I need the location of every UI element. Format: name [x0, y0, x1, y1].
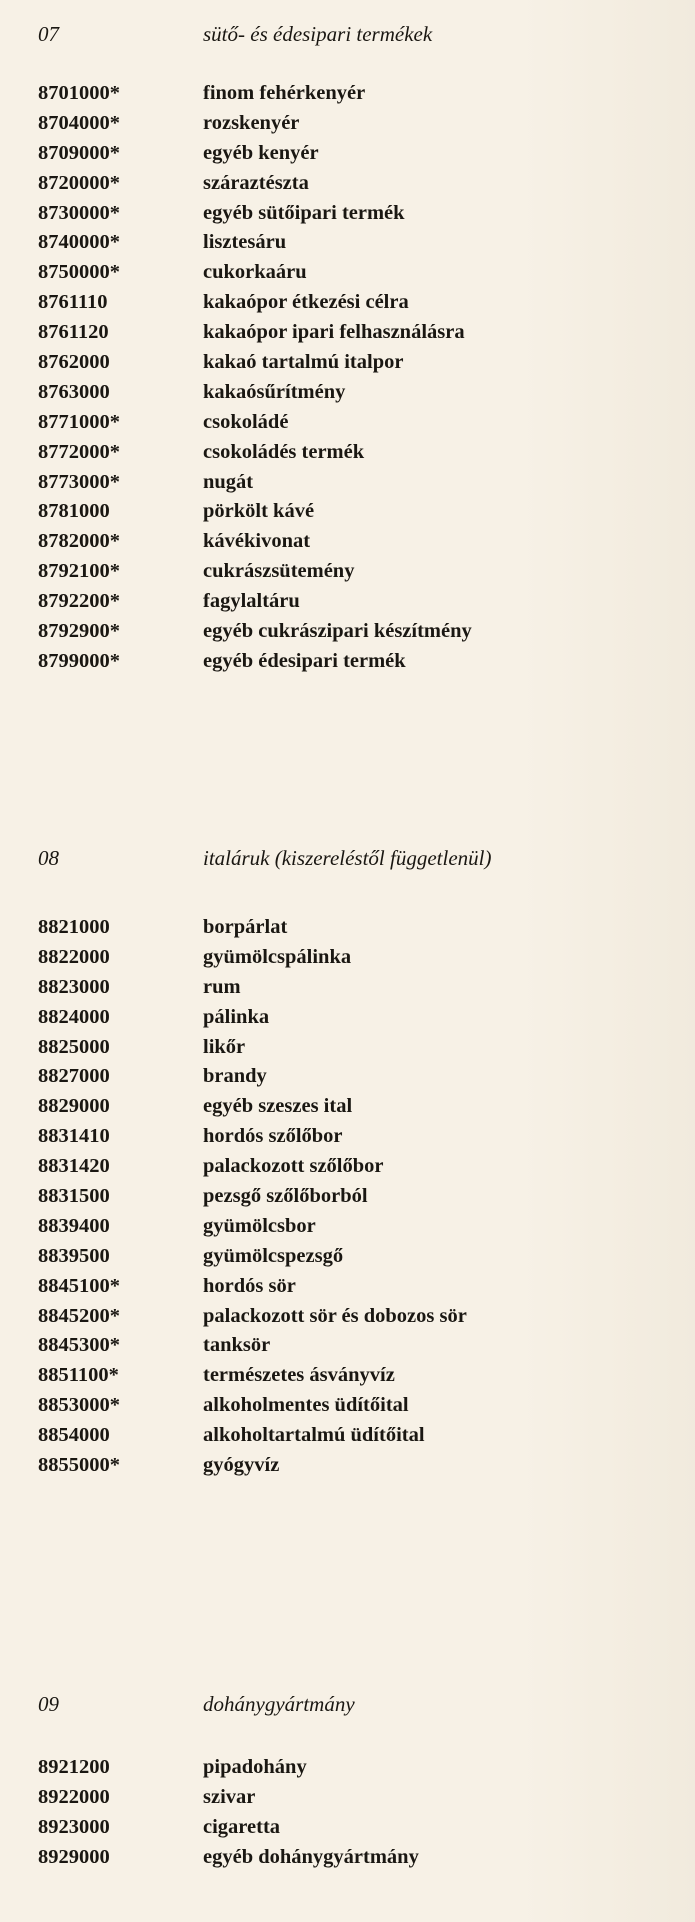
item-code: 8761110 — [38, 291, 108, 314]
list-item — [0, 1786, 695, 1816]
section-title: italáruk (kiszereléstől függetlenül) — [203, 846, 492, 870]
list-item — [0, 560, 695, 590]
item-code: 8799000* — [38, 649, 120, 672]
list-item — [0, 441, 695, 471]
list-item — [0, 1846, 695, 1876]
item-code: 8831500 — [38, 1185, 110, 1208]
item-name: egyéb kenyér — [203, 141, 319, 164]
list-item — [0, 1006, 695, 1036]
item-code: 8762000 — [38, 351, 110, 374]
item-code: 8822000 — [38, 945, 110, 968]
item-name: rum — [203, 975, 241, 998]
list-item — [0, 1305, 695, 1335]
item-name: finom fehérkenyér — [203, 82, 366, 104]
item-code: 8792900* — [38, 620, 120, 643]
item-name: brandy — [203, 1065, 267, 1088]
item-code: 8782000* — [38, 530, 120, 553]
item-code: 8821000 — [38, 916, 110, 938]
item-name: palackozott szőlőbor — [203, 1155, 384, 1178]
item-name: pálinka — [203, 1005, 270, 1028]
list-item — [0, 1334, 695, 1364]
list-item — [0, 1816, 695, 1846]
item-code: 8929000 — [38, 1845, 110, 1868]
section-header — [0, 1692, 695, 1722]
item-name: egyéb cukrászipari készítmény — [203, 620, 472, 643]
list-item — [0, 1756, 695, 1786]
item-name: kakaópor étkezési célra — [203, 291, 409, 314]
section-code: 08 — [38, 846, 59, 870]
list-item — [0, 172, 695, 202]
item-name: cukrászsütemény — [203, 560, 355, 583]
list-item — [0, 1125, 695, 1155]
item-code: 8709000* — [38, 141, 120, 164]
item-code: 8853000* — [38, 1394, 120, 1417]
item-name: természetes ásványvíz — [203, 1364, 395, 1387]
item-code: 8831420 — [38, 1155, 110, 1178]
list-item — [0, 1424, 695, 1454]
item-code: 8771000* — [38, 410, 120, 433]
list-item — [0, 500, 695, 530]
list-item — [0, 231, 695, 261]
item-name: száraztészta — [203, 171, 309, 194]
list-item — [0, 142, 695, 172]
list-item — [0, 321, 695, 351]
item-name: tanksör — [203, 1334, 271, 1357]
list-item — [0, 1155, 695, 1185]
item-code: 8772000* — [38, 440, 120, 463]
list-item — [0, 1185, 695, 1215]
item-name: kávékivonat — [203, 530, 311, 553]
section-code: 09 — [38, 1692, 59, 1716]
item-name: hordós sör — [203, 1274, 296, 1297]
item-list — [0, 916, 695, 1484]
list-item — [0, 261, 695, 291]
list-item — [0, 1095, 695, 1125]
list-item — [0, 1275, 695, 1305]
item-name: kakaósűrítmény — [203, 380, 346, 403]
item-code: 8740000* — [38, 231, 120, 254]
item-code: 8773000* — [38, 470, 120, 493]
item-code: 8845300* — [38, 1334, 120, 1357]
item-name: alkoholmentes üdítőital — [203, 1394, 409, 1417]
item-name: pipadohány — [203, 1756, 307, 1778]
item-code: 8831410 — [38, 1125, 110, 1148]
item-code: 8763000 — [38, 380, 110, 403]
item-name: csokoládés termék — [203, 440, 365, 463]
item-code: 8750000* — [38, 261, 120, 284]
list-item — [0, 620, 695, 650]
item-code: 8922000 — [38, 1785, 110, 1808]
item-name: cigaretta — [203, 1815, 281, 1838]
list-item — [0, 82, 695, 112]
list-item — [0, 976, 695, 1006]
item-list — [0, 82, 695, 680]
list-item — [0, 471, 695, 501]
item-name: fagylaltáru — [203, 590, 300, 613]
item-code: 8827000 — [38, 1065, 110, 1088]
list-item — [0, 351, 695, 381]
item-code: 8701000* — [38, 82, 120, 104]
list-item — [0, 291, 695, 321]
item-code: 8704000* — [38, 111, 120, 134]
item-code: 8854000 — [38, 1424, 110, 1447]
item-code: 8829000 — [38, 1095, 110, 1118]
item-code: 8851100* — [38, 1364, 119, 1387]
item-code: 8824000 — [38, 1005, 110, 1028]
item-code: 8845100* — [38, 1274, 120, 1297]
list-item — [0, 381, 695, 411]
list-item — [0, 1215, 695, 1245]
list-item — [0, 1036, 695, 1066]
item-code: 8823000 — [38, 975, 110, 998]
item-name: pörkölt kávé — [203, 500, 315, 523]
list-item — [0, 1454, 695, 1484]
item-code: 8761120 — [38, 321, 109, 344]
item-name: egyéb édesipari termék — [203, 649, 406, 672]
item-code: 8825000 — [38, 1035, 110, 1058]
item-name: rozskenyér — [203, 111, 300, 134]
list-item — [0, 1364, 695, 1394]
section-header — [0, 846, 695, 876]
section-title: sütő- és édesipari termékek — [203, 22, 433, 46]
list-item — [0, 1394, 695, 1424]
list-item — [0, 202, 695, 232]
list-item — [0, 411, 695, 441]
section-code: 07 — [38, 22, 59, 46]
list-item — [0, 946, 695, 976]
list-item — [0, 112, 695, 142]
list-item — [0, 650, 695, 680]
list-item — [0, 530, 695, 560]
section-title: dohánygyártmány — [203, 1692, 355, 1716]
item-code: 8792200* — [38, 590, 120, 613]
item-name: hordós szőlőbor — [203, 1125, 343, 1148]
item-name: alkoholtartalmú üdítőital — [203, 1424, 425, 1447]
item-name: cukorkaáru — [203, 261, 307, 284]
item-name: csokoládé — [203, 410, 289, 433]
item-name: gyümölcspálinka — [203, 945, 352, 968]
section-header — [0, 22, 695, 52]
list-item — [0, 590, 695, 620]
item-name: borpárlat — [203, 916, 288, 938]
item-name: kakaópor ipari felhasználásra — [203, 321, 465, 344]
item-name: egyéb dohánygyártmány — [203, 1845, 419, 1868]
item-name: kakaó tartalmú italpor — [203, 351, 404, 374]
item-name: nugát — [203, 470, 254, 493]
item-name: likőr — [203, 1035, 246, 1058]
item-name: egyéb sütőipari termék — [203, 201, 405, 224]
item-code: 8839500 — [38, 1244, 110, 1267]
item-name: gyógyvíz — [203, 1454, 280, 1477]
item-code: 8923000 — [38, 1815, 110, 1838]
item-code: 8792100* — [38, 560, 120, 583]
list-item — [0, 1065, 695, 1095]
item-code: 8855000* — [38, 1454, 120, 1477]
item-name: lisztesáru — [203, 231, 287, 254]
item-code: 8839400 — [38, 1214, 110, 1237]
item-code: 8781000 — [38, 500, 110, 523]
item-code: 8845200* — [38, 1304, 120, 1327]
item-code: 8720000* — [38, 171, 120, 194]
item-name: gyümölcsbor — [203, 1214, 316, 1237]
item-list — [0, 1756, 695, 1876]
item-name: gyümölcspezsgő — [203, 1244, 344, 1267]
item-name: egyéb szeszes ital — [203, 1095, 353, 1118]
list-item — [0, 1245, 695, 1275]
list-item — [0, 916, 695, 946]
item-code: 8730000* — [38, 201, 120, 224]
item-name: pezsgő szőlőborból — [203, 1185, 368, 1208]
item-name: szivar — [203, 1785, 256, 1808]
item-name: palackozott sör és dobozos sör — [203, 1304, 467, 1327]
item-code: 8921200 — [38, 1756, 110, 1778]
